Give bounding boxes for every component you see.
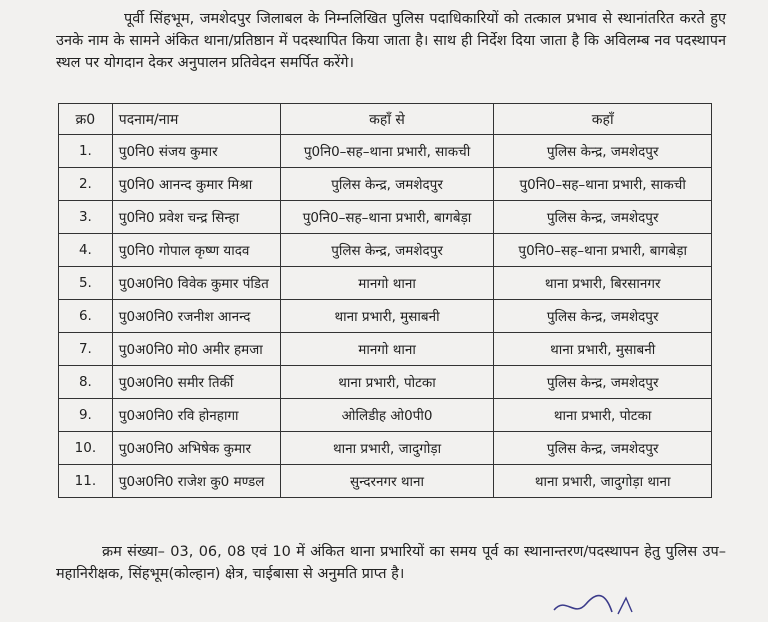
intro-paragraph: पूर्वी सिंहभूम, जमशेदपुर जिलाबल के निम्नलिखित पुलिस पदाधिकारियों को तत्काल प्रभाव से स्थानांतरित करते हुए उनके नाम के सामने अंकित थाना/प्रतिष्ठान में पदस्थापित किया जाता है। साथ ही निर्देश दिया जाता है कि अविलम्ब नव पदस्थापन स्थल पर योगदान देकर अनुपालन प्रतिवेदन समर्पित करेंगे। bbox=[56, 11, 726, 71]
row-to: पुलिस केन्द्र, जमशेदपुर bbox=[494, 300, 712, 333]
row-serial: 3. bbox=[59, 201, 113, 234]
row-to: पुलिस केन्द्र, जमशेदपुर bbox=[494, 366, 712, 399]
row-to: थाना प्रभारी, जादुगोड़ा थाना bbox=[494, 465, 712, 498]
row-name: पु0अ0नि0 रजनीश आनन्द bbox=[112, 300, 280, 333]
row-to: थाना प्रभारी, बिरसानगर bbox=[494, 267, 712, 300]
table-row bbox=[59, 300, 712, 333]
table-row bbox=[59, 135, 712, 168]
row-name: पु0अ0नि0 विवेक कुमार पंडित bbox=[112, 267, 280, 300]
table-row bbox=[59, 201, 712, 234]
row-from: पुलिस केन्द्र, जमशेदपुर bbox=[280, 168, 494, 201]
row-name: पु0अ0नि0 मो0 अमीर हमजा bbox=[112, 333, 280, 366]
table-row bbox=[59, 465, 712, 498]
table-header-row bbox=[59, 104, 712, 135]
row-from: थाना प्रभारी, मुसाबनी bbox=[280, 300, 494, 333]
row-to: पुलिस केन्द्र, जमशेदपुर bbox=[494, 201, 712, 234]
row-name: पु0नि0 संजय कुमार bbox=[112, 135, 280, 168]
row-name: पु0अ0नि0 रवि होनहागा bbox=[112, 399, 280, 432]
row-from: मानगो थाना bbox=[280, 333, 494, 366]
row-serial: 1. bbox=[59, 135, 113, 168]
row-to: पु0नि0–सह–थाना प्रभारी, बागबेड़ा bbox=[494, 234, 712, 267]
row-to: पुलिस केन्द्र, जमशेदपुर bbox=[494, 135, 712, 168]
row-serial: 6. bbox=[59, 300, 113, 333]
row-from: मानगो थाना bbox=[280, 267, 494, 300]
table-row bbox=[59, 366, 712, 399]
row-from: थाना प्रभारी, पोटका bbox=[280, 366, 494, 399]
transfer-table bbox=[58, 103, 712, 498]
table-row bbox=[59, 333, 712, 366]
header-designation-name: पदनाम/नाम bbox=[112, 104, 280, 135]
footer-paragraph: क्रम संख्या– 03, 06, 08 एवं 10 में अंकित थाना प्रभारियों का समय पूर्व का स्थानान्तरण/पदस्थापन हेतु पुलिस उप–महानिरीक्षक, सिंहभूम(कोल्हान) क्षेत्र, चाईबासा से अनुमति प्राप्त है। bbox=[56, 544, 726, 582]
row-serial: 2. bbox=[59, 168, 113, 201]
signature-mark bbox=[548, 592, 668, 622]
table-row bbox=[59, 234, 712, 267]
row-from: पु0नि0–सह–थाना प्रभारी, बागबेड़ा bbox=[280, 201, 494, 234]
header-from: कहाँ से bbox=[280, 104, 494, 135]
row-from: पुलिस केन्द्र, जमशेदपुर bbox=[280, 234, 494, 267]
row-from: सुन्दरनगर थाना bbox=[280, 465, 494, 498]
row-name: पु0अ0नि0 राजेश कु0 मण्डल bbox=[112, 465, 280, 498]
row-to: थाना प्रभारी, मुसाबनी bbox=[494, 333, 712, 366]
row-name: पु0अ0नि0 समीर तिर्की bbox=[112, 366, 280, 399]
row-name: पु0नि0 आनन्द कुमार मिश्रा bbox=[112, 168, 280, 201]
table-row bbox=[59, 432, 712, 465]
row-from: थाना प्रभारी, जादुगोड़ा bbox=[280, 432, 494, 465]
row-to: थाना प्रभारी, पोटका bbox=[494, 399, 712, 432]
row-serial: 11. bbox=[59, 465, 113, 498]
row-from: पु0नि0–सह–थाना प्रभारी, साकची bbox=[280, 135, 494, 168]
row-to: पु0नि0–सह–थाना प्रभारी, साकची bbox=[494, 168, 712, 201]
table-row bbox=[59, 168, 712, 201]
row-serial: 4. bbox=[59, 234, 113, 267]
table-row bbox=[59, 399, 712, 432]
row-name: पु0अ0नि0 अभिषेक कुमार bbox=[112, 432, 280, 465]
row-name: पु0नि0 प्रवेश चन्द्र सिन्हा bbox=[112, 201, 280, 234]
row-serial: 8. bbox=[59, 366, 113, 399]
header-to: कहाँ bbox=[494, 104, 712, 135]
row-serial: 10. bbox=[59, 432, 113, 465]
row-serial: 9. bbox=[59, 399, 113, 432]
row-serial: 7. bbox=[59, 333, 113, 366]
row-from: ओलिडीह ओ0पी0 bbox=[280, 399, 494, 432]
header-serial: क्र0 bbox=[59, 104, 113, 135]
row-to: पुलिस केन्द्र, जमशेदपुर bbox=[494, 432, 712, 465]
table-row bbox=[59, 267, 712, 300]
row-name: पु0नि0 गोपाल कृष्ण यादव bbox=[112, 234, 280, 267]
row-serial: 5. bbox=[59, 267, 113, 300]
